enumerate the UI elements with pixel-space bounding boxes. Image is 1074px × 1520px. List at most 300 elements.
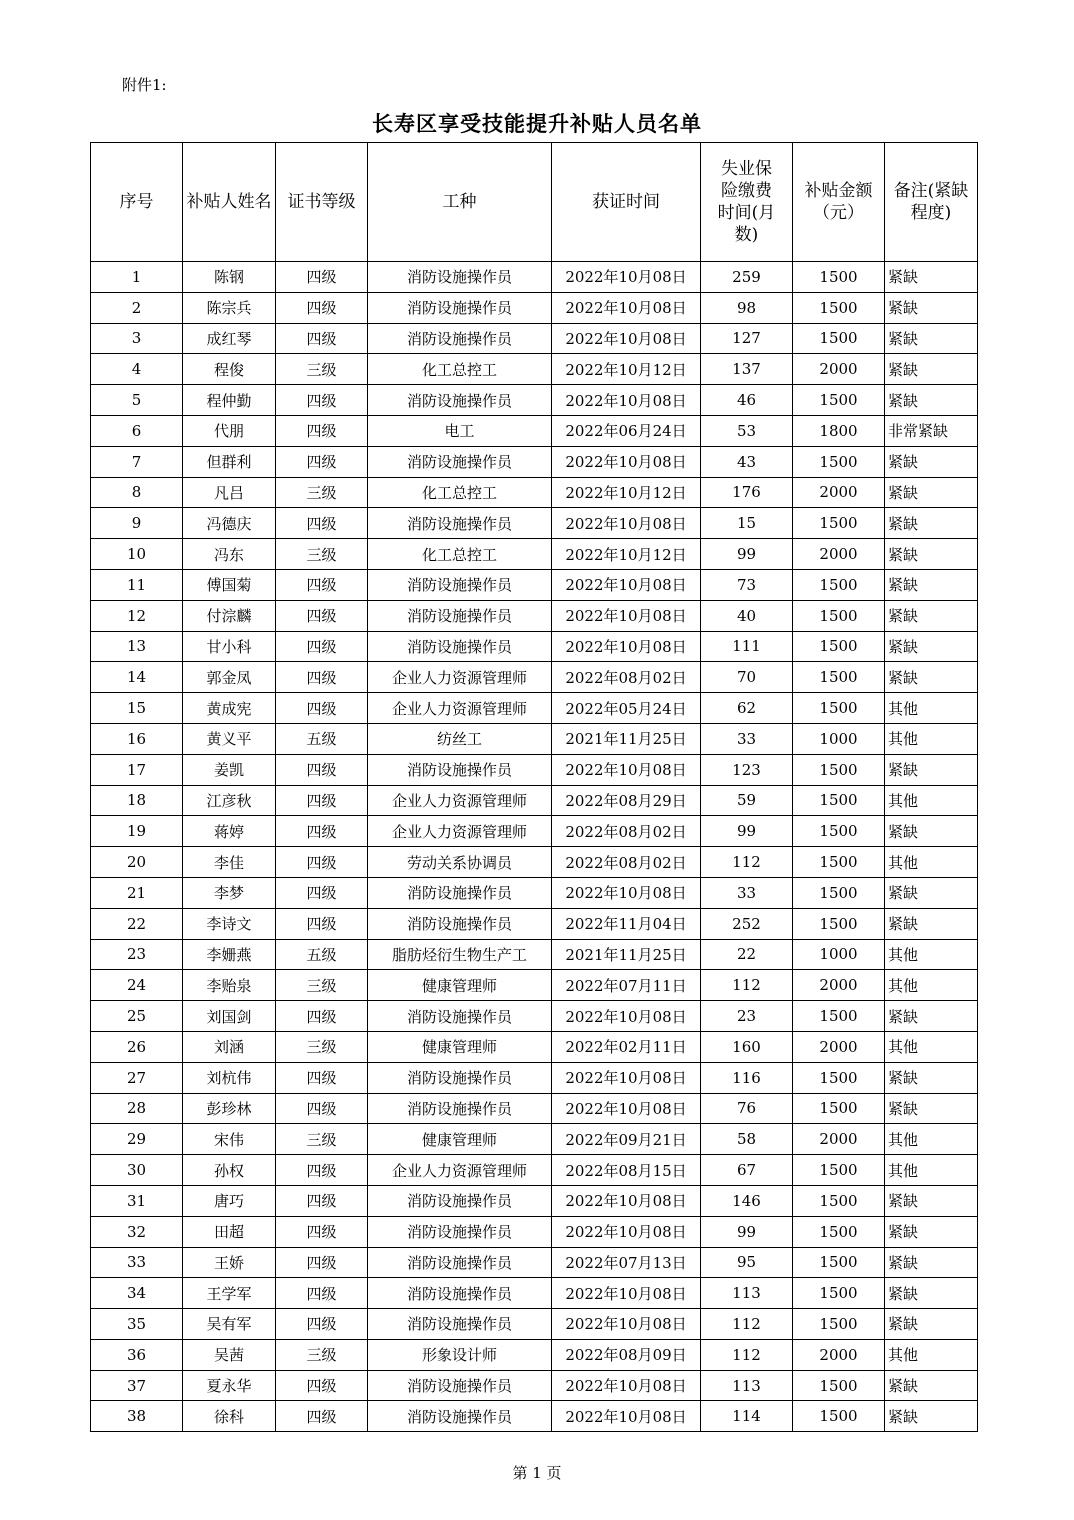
cell-index: 8	[91, 477, 183, 508]
cell-trade: 消防设施操作员	[368, 508, 552, 539]
cell-amount: 1500	[793, 662, 885, 693]
cell-trade: 消防设施操作员	[368, 877, 552, 908]
cell-index: 1	[91, 262, 183, 293]
cell-level: 三级	[276, 539, 368, 570]
cell-index: 5	[91, 385, 183, 416]
table-row	[91, 1185, 978, 1216]
cell-level: 四级	[276, 600, 368, 631]
table-row	[91, 1339, 978, 1370]
cell-name: 王学军	[183, 1278, 276, 1309]
cell-trade: 消防设施操作员	[368, 1093, 552, 1124]
cell-trade: 消防设施操作员	[368, 446, 552, 477]
cell-amount: 1500	[793, 1370, 885, 1401]
cell-cert-date: 2022年10月08日	[552, 1309, 701, 1340]
cell-level: 四级	[276, 754, 368, 785]
cell-insurance-months: 112	[701, 1339, 793, 1370]
table-row	[91, 877, 978, 908]
cell-cert-date: 2022年10月08日	[552, 508, 701, 539]
cell-index: 6	[91, 415, 183, 446]
cell-name: 甘小科	[183, 631, 276, 662]
cell-index: 35	[91, 1309, 183, 1340]
cell-name: 徐科	[183, 1401, 276, 1432]
cell-cert-date: 2022年10月08日	[552, 1001, 701, 1032]
table-row	[91, 1370, 978, 1401]
cell-cert-date: 2022年02月11日	[552, 1031, 701, 1062]
cell-note: 紧缺	[885, 662, 978, 693]
cell-amount: 1500	[793, 1155, 885, 1186]
cell-index: 13	[91, 631, 183, 662]
cell-amount: 1500	[793, 385, 885, 416]
cell-name: 宋伟	[183, 1124, 276, 1155]
cell-index: 27	[91, 1062, 183, 1093]
cell-name: 黄义平	[183, 723, 276, 754]
cell-cert-date: 2022年10月08日	[552, 1093, 701, 1124]
cell-note: 紧缺	[885, 1278, 978, 1309]
cell-insurance-months: 67	[701, 1155, 793, 1186]
cell-insurance-months: 33	[701, 877, 793, 908]
cell-note: 紧缺	[885, 569, 978, 600]
cell-trade: 企业人力资源管理师	[368, 662, 552, 693]
cell-index: 16	[91, 723, 183, 754]
cell-insurance-months: 113	[701, 1278, 793, 1309]
cell-index: 10	[91, 539, 183, 570]
table-row	[91, 477, 978, 508]
cell-insurance-months: 33	[701, 723, 793, 754]
cell-cert-date: 2022年10月08日	[552, 569, 701, 600]
cell-trade: 消防设施操作员	[368, 1401, 552, 1432]
cell-level: 三级	[276, 354, 368, 385]
cell-level: 三级	[276, 1339, 368, 1370]
cell-name: 傅国菊	[183, 569, 276, 600]
cell-name: 李贻泉	[183, 970, 276, 1001]
cell-cert-date: 2022年10月08日	[552, 600, 701, 631]
cell-level: 三级	[276, 970, 368, 1001]
cell-insurance-months: 160	[701, 1031, 793, 1062]
cell-amount: 1500	[793, 631, 885, 662]
cell-index: 20	[91, 847, 183, 878]
cell-amount: 2000	[793, 970, 885, 1001]
cell-name: 刘国剑	[183, 1001, 276, 1032]
cell-insurance-months: 70	[701, 662, 793, 693]
cell-cert-date: 2022年10月08日	[552, 1278, 701, 1309]
cell-level: 四级	[276, 508, 368, 539]
cell-trade: 纺丝工	[368, 723, 552, 754]
page-title: 长寿区享受技能提升补贴人员名单	[372, 111, 702, 136]
cell-insurance-months: 15	[701, 508, 793, 539]
cell-trade: 脂肪烃衍生物生产工	[368, 939, 552, 970]
cell-cert-date: 2022年08月02日	[552, 816, 701, 847]
cell-index: 37	[91, 1370, 183, 1401]
cell-note: 紧缺	[885, 816, 978, 847]
cell-trade: 消防设施操作员	[368, 631, 552, 662]
cell-note: 紧缺	[885, 323, 978, 354]
cell-name: 蒋婷	[183, 816, 276, 847]
col-header-index: 序号	[91, 143, 183, 262]
cell-cert-date: 2022年10月08日	[552, 1216, 701, 1247]
cell-amount: 2000	[793, 1339, 885, 1370]
cell-name: 陈宗兵	[183, 292, 276, 323]
cell-cert-date: 2022年10月08日	[552, 1185, 701, 1216]
cell-level: 三级	[276, 1124, 368, 1155]
cell-insurance-months: 137	[701, 354, 793, 385]
cell-name: 夏永华	[183, 1370, 276, 1401]
cell-trade: 企业人力资源管理师	[368, 1155, 552, 1186]
cell-insurance-months: 112	[701, 847, 793, 878]
cell-index: 34	[91, 1278, 183, 1309]
cell-name: 孙权	[183, 1155, 276, 1186]
cell-note: 紧缺	[885, 262, 978, 293]
cell-index: 23	[91, 939, 183, 970]
cell-amount: 1500	[793, 323, 885, 354]
cell-name: 李诗文	[183, 908, 276, 939]
table-row	[91, 785, 978, 816]
cell-note: 其他	[885, 847, 978, 878]
cell-insurance-months: 176	[701, 477, 793, 508]
col-header-note: 备注(紧缺程度)	[885, 143, 978, 262]
cell-amount: 1000	[793, 939, 885, 970]
cell-name: 江彦秋	[183, 785, 276, 816]
cell-cert-date: 2021年11月25日	[552, 723, 701, 754]
cell-trade: 消防设施操作员	[368, 1185, 552, 1216]
cell-cert-date: 2022年08月09日	[552, 1339, 701, 1370]
cell-cert-date: 2022年10月08日	[552, 446, 701, 477]
table-row	[91, 754, 978, 785]
cell-amount: 1500	[793, 847, 885, 878]
cell-trade: 电工	[368, 415, 552, 446]
cell-amount: 1500	[793, 1185, 885, 1216]
cell-index: 3	[91, 323, 183, 354]
cell-note: 非常紧缺	[885, 415, 978, 446]
cell-level: 四级	[276, 262, 368, 293]
cell-cert-date: 2022年10月12日	[552, 539, 701, 570]
cell-amount: 1500	[793, 569, 885, 600]
cell-cert-date: 2022年10月08日	[552, 323, 701, 354]
cell-note: 其他	[885, 1155, 978, 1186]
cell-name: 程俊	[183, 354, 276, 385]
cell-trade: 消防设施操作员	[368, 1370, 552, 1401]
cell-level: 四级	[276, 415, 368, 446]
cell-index: 12	[91, 600, 183, 631]
cell-insurance-months: 111	[701, 631, 793, 662]
cell-amount: 1500	[793, 600, 885, 631]
cell-note: 紧缺	[885, 446, 978, 477]
cell-note: 紧缺	[885, 908, 978, 939]
cell-cert-date: 2022年10月08日	[552, 1062, 701, 1093]
cell-note: 紧缺	[885, 1093, 978, 1124]
table-row	[91, 1247, 978, 1278]
cell-cert-date: 2022年10月08日	[552, 262, 701, 293]
cell-insurance-months: 23	[701, 1001, 793, 1032]
page-footer: 第 1 页	[512, 1464, 562, 1482]
col-header-cert-date: 获证时间	[552, 143, 701, 262]
cell-insurance-months: 62	[701, 693, 793, 724]
table-row	[91, 1093, 978, 1124]
table-row	[91, 1001, 978, 1032]
cell-note: 紧缺	[885, 477, 978, 508]
cell-insurance-months: 116	[701, 1062, 793, 1093]
cell-note: 紧缺	[885, 754, 978, 785]
cell-cert-date: 2022年09月21日	[552, 1124, 701, 1155]
table-row	[91, 1124, 978, 1155]
cell-trade: 消防设施操作员	[368, 600, 552, 631]
cell-note: 紧缺	[885, 385, 978, 416]
cell-index: 4	[91, 354, 183, 385]
cell-level: 五级	[276, 723, 368, 754]
cell-index: 11	[91, 569, 183, 600]
table-row	[91, 723, 978, 754]
cell-name: 王娇	[183, 1247, 276, 1278]
table-row	[91, 1062, 978, 1093]
cell-insurance-months: 113	[701, 1370, 793, 1401]
cell-level: 三级	[276, 1031, 368, 1062]
cell-name: 冯德庆	[183, 508, 276, 539]
cell-level: 四级	[276, 662, 368, 693]
cell-level: 四级	[276, 446, 368, 477]
cell-amount: 1800	[793, 415, 885, 446]
cell-note: 紧缺	[885, 1370, 978, 1401]
cell-cert-date: 2022年08月02日	[552, 847, 701, 878]
cell-name: 代朋	[183, 415, 276, 446]
cell-cert-date: 2022年06月24日	[552, 415, 701, 446]
cell-name: 程仲勤	[183, 385, 276, 416]
cell-amount: 1500	[793, 1216, 885, 1247]
table-row	[91, 508, 978, 539]
cell-note: 其他	[885, 939, 978, 970]
cell-name: 李姗燕	[183, 939, 276, 970]
cell-index: 36	[91, 1339, 183, 1370]
cell-level: 四级	[276, 1401, 368, 1432]
cell-amount: 1500	[793, 446, 885, 477]
cell-amount: 1500	[793, 693, 885, 724]
table-row	[91, 1216, 978, 1247]
cell-name: 凡吕	[183, 477, 276, 508]
cell-trade: 健康管理师	[368, 1031, 552, 1062]
cell-cert-date: 2022年07月11日	[552, 970, 701, 1001]
table-row	[91, 262, 978, 293]
cell-level: 四级	[276, 1370, 368, 1401]
cell-amount: 1500	[793, 262, 885, 293]
cell-level: 四级	[276, 1093, 368, 1124]
cell-note: 紧缺	[885, 1001, 978, 1032]
cell-insurance-months: 59	[701, 785, 793, 816]
cell-index: 7	[91, 446, 183, 477]
cell-note: 紧缺	[885, 600, 978, 631]
cell-level: 四级	[276, 631, 368, 662]
cell-cert-date: 2022年10月08日	[552, 1401, 701, 1432]
cell-index: 22	[91, 908, 183, 939]
cell-insurance-months: 99	[701, 539, 793, 570]
table-row	[91, 662, 978, 693]
col-header-insurance-months: 失业保险缴费时间(月数)	[701, 143, 793, 262]
table-row	[91, 600, 978, 631]
cell-amount: 1500	[793, 754, 885, 785]
table-row	[91, 415, 978, 446]
cell-insurance-months: 259	[701, 262, 793, 293]
cell-amount: 1500	[793, 908, 885, 939]
subsidy-table	[90, 142, 978, 1432]
cell-cert-date: 2022年10月12日	[552, 354, 701, 385]
cell-trade: 消防设施操作员	[368, 1309, 552, 1340]
cell-note: 其他	[885, 785, 978, 816]
cell-note: 其他	[885, 970, 978, 1001]
cell-amount: 2000	[793, 477, 885, 508]
cell-level: 四级	[276, 385, 368, 416]
table-row	[91, 1401, 978, 1432]
cell-index: 26	[91, 1031, 183, 1062]
cell-note: 其他	[885, 1031, 978, 1062]
cell-amount: 1500	[793, 877, 885, 908]
cell-name: 黄成宪	[183, 693, 276, 724]
cell-trade: 化工总控工	[368, 477, 552, 508]
cell-cert-date: 2022年10月08日	[552, 292, 701, 323]
cell-index: 15	[91, 693, 183, 724]
table-row	[91, 292, 978, 323]
cell-level: 四级	[276, 1216, 368, 1247]
cell-index: 24	[91, 970, 183, 1001]
cell-insurance-months: 95	[701, 1247, 793, 1278]
cell-trade: 消防设施操作员	[368, 569, 552, 600]
cell-level: 五级	[276, 939, 368, 970]
cell-insurance-months: 252	[701, 908, 793, 939]
cell-trade: 劳动关系协调员	[368, 847, 552, 878]
cell-amount: 1500	[793, 1001, 885, 1032]
cell-name: 付淙麟	[183, 600, 276, 631]
cell-insurance-months: 98	[701, 292, 793, 323]
cell-note: 其他	[885, 723, 978, 754]
table-row	[91, 1309, 978, 1340]
cell-cert-date: 2022年11月04日	[552, 908, 701, 939]
cell-insurance-months: 99	[701, 816, 793, 847]
table-row	[91, 693, 978, 724]
cell-trade: 消防设施操作员	[368, 754, 552, 785]
table-row	[91, 354, 978, 385]
cell-insurance-months: 112	[701, 970, 793, 1001]
cell-level: 四级	[276, 1309, 368, 1340]
cell-note: 紧缺	[885, 1401, 978, 1432]
cell-trade: 消防设施操作员	[368, 1062, 552, 1093]
cell-trade: 消防设施操作员	[368, 262, 552, 293]
cell-insurance-months: 76	[701, 1093, 793, 1124]
cell-name: 姜凯	[183, 754, 276, 785]
cell-note: 紧缺	[885, 1062, 978, 1093]
cell-insurance-months: 127	[701, 323, 793, 354]
table-row	[91, 908, 978, 939]
cell-trade: 企业人力资源管理师	[368, 785, 552, 816]
table-row	[91, 816, 978, 847]
cell-amount: 2000	[793, 354, 885, 385]
cell-amount: 1500	[793, 1247, 885, 1278]
cell-insurance-months: 99	[701, 1216, 793, 1247]
table-row	[91, 1031, 978, 1062]
cell-amount: 1500	[793, 1062, 885, 1093]
cell-insurance-months: 112	[701, 1309, 793, 1340]
cell-amount: 1500	[793, 785, 885, 816]
cell-index: 31	[91, 1185, 183, 1216]
cell-trade: 企业人力资源管理师	[368, 816, 552, 847]
cell-amount: 1500	[793, 816, 885, 847]
cell-note: 紧缺	[885, 1309, 978, 1340]
cell-amount: 1500	[793, 1278, 885, 1309]
cell-note: 其他	[885, 693, 978, 724]
cell-trade: 消防设施操作员	[368, 1216, 552, 1247]
cell-amount: 2000	[793, 539, 885, 570]
cell-index: 17	[91, 754, 183, 785]
cell-insurance-months: 73	[701, 569, 793, 600]
table-row	[91, 569, 978, 600]
cell-level: 四级	[276, 1278, 368, 1309]
cell-trade: 健康管理师	[368, 970, 552, 1001]
cell-cert-date: 2022年08月15日	[552, 1155, 701, 1186]
cell-index: 25	[91, 1001, 183, 1032]
cell-level: 四级	[276, 908, 368, 939]
cell-note: 紧缺	[885, 1247, 978, 1278]
cell-name: 但群利	[183, 446, 276, 477]
cell-note: 紧缺	[885, 877, 978, 908]
cell-level: 四级	[276, 1001, 368, 1032]
cell-trade: 消防设施操作员	[368, 385, 552, 416]
cell-trade: 健康管理师	[368, 1124, 552, 1155]
cell-name: 吴茜	[183, 1339, 276, 1370]
cell-name: 彭珍林	[183, 1093, 276, 1124]
cell-note: 紧缺	[885, 508, 978, 539]
cell-level: 四级	[276, 1062, 368, 1093]
cell-amount: 1000	[793, 723, 885, 754]
cell-index: 21	[91, 877, 183, 908]
cell-trade: 消防设施操作员	[368, 323, 552, 354]
cell-name: 刘涵	[183, 1031, 276, 1062]
cell-level: 四级	[276, 877, 368, 908]
col-header-level: 证书等级	[276, 143, 368, 262]
cell-amount: 2000	[793, 1031, 885, 1062]
cell-name: 刘杭伟	[183, 1062, 276, 1093]
cell-index: 28	[91, 1093, 183, 1124]
cell-index: 19	[91, 816, 183, 847]
cell-amount: 1500	[793, 1093, 885, 1124]
table-row	[91, 1155, 978, 1186]
table-row	[91, 446, 978, 477]
header-row	[91, 143, 978, 262]
table-row	[91, 939, 978, 970]
cell-insurance-months: 58	[701, 1124, 793, 1155]
col-header-trade: 工种	[368, 143, 552, 262]
col-header-amount: 补贴金额（元）	[793, 143, 885, 262]
cell-trade: 消防设施操作员	[368, 1247, 552, 1278]
cell-cert-date: 2022年05月24日	[552, 693, 701, 724]
cell-level: 三级	[276, 477, 368, 508]
cell-name: 陈钢	[183, 262, 276, 293]
cell-name: 唐巧	[183, 1185, 276, 1216]
cell-cert-date: 2021年11月25日	[552, 939, 701, 970]
cell-index: 32	[91, 1216, 183, 1247]
cell-cert-date: 2022年08月29日	[552, 785, 701, 816]
cell-cert-date: 2022年08月02日	[552, 662, 701, 693]
cell-level: 四级	[276, 1247, 368, 1278]
table-row	[91, 970, 978, 1001]
cell-insurance-months: 53	[701, 415, 793, 446]
cell-amount: 1500	[793, 1401, 885, 1432]
cell-amount: 2000	[793, 1124, 885, 1155]
cell-trade: 化工总控工	[368, 539, 552, 570]
cell-level: 四级	[276, 816, 368, 847]
table-body	[91, 262, 978, 1432]
cell-trade: 形象设计师	[368, 1339, 552, 1370]
cell-amount: 1500	[793, 292, 885, 323]
cell-insurance-months: 43	[701, 446, 793, 477]
cell-cert-date: 2022年10月08日	[552, 1370, 701, 1401]
cell-cert-date: 2022年10月08日	[552, 754, 701, 785]
cell-insurance-months: 40	[701, 600, 793, 631]
cell-name: 田超	[183, 1216, 276, 1247]
